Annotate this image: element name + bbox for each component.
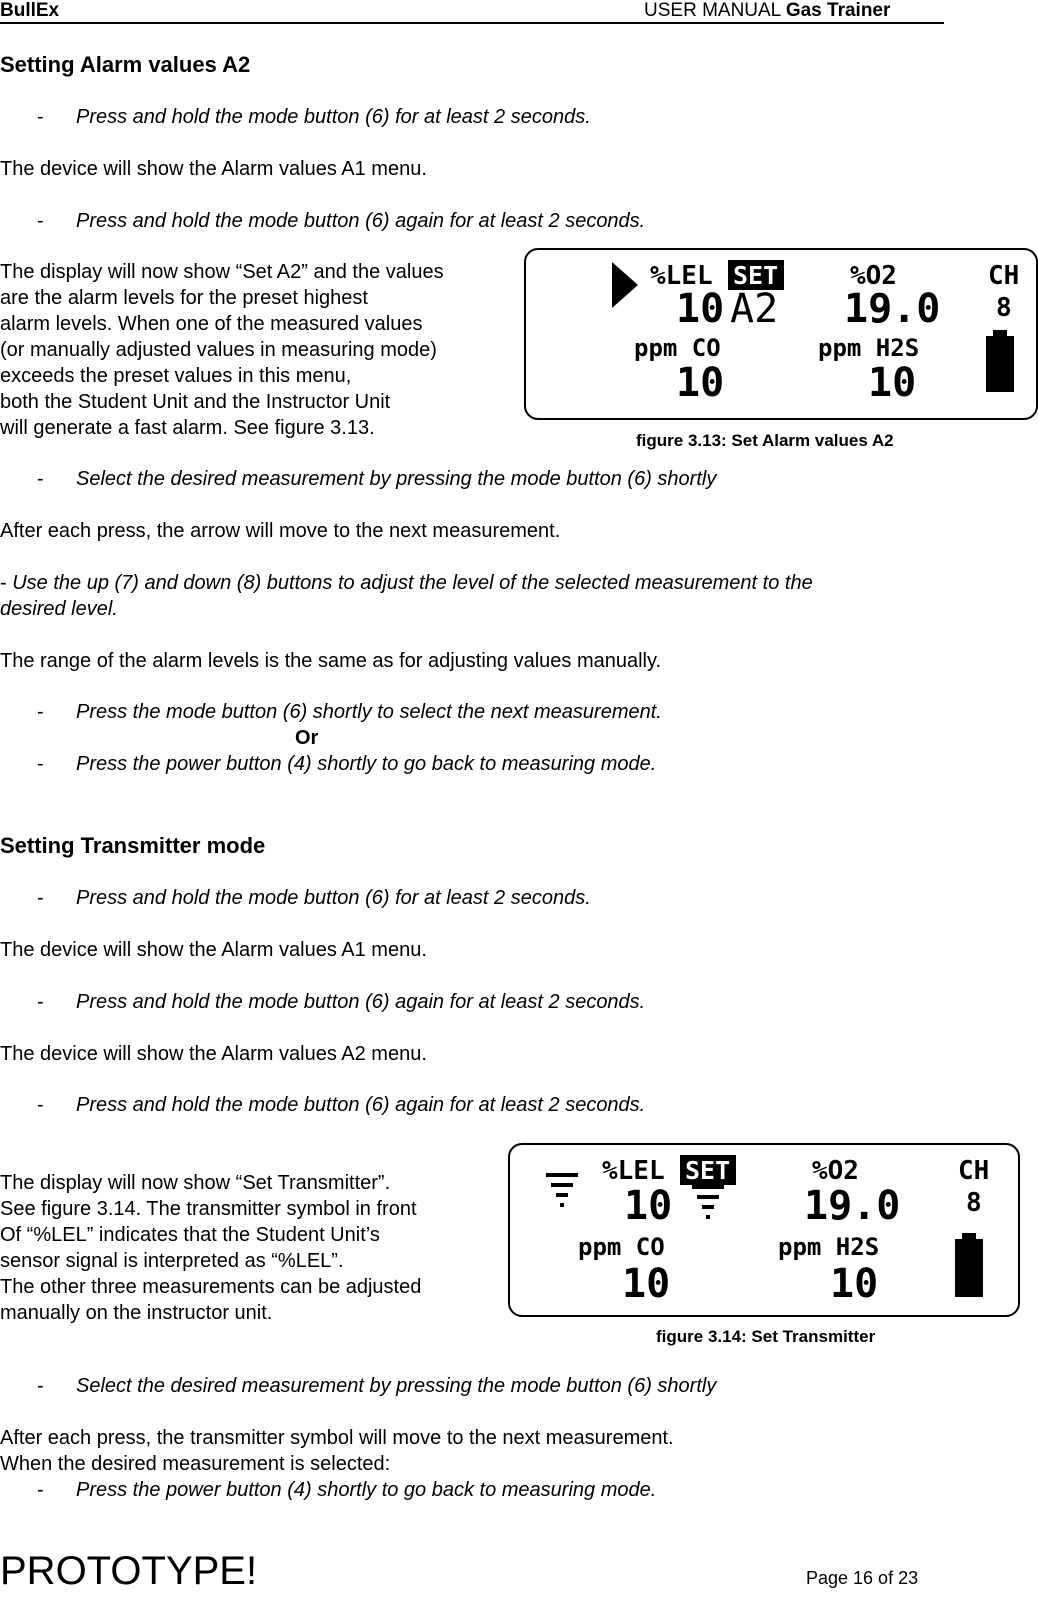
tx-desc-line: See figure 3.14. The transmitter symbol in front — [0, 1198, 417, 1220]
h2s-value: 10 — [868, 360, 917, 406]
bullet-dash: - — [37, 468, 44, 490]
a2-desc-line: alarm levels. When one of the measured values — [0, 313, 423, 335]
channel-value: 8 — [966, 1188, 982, 1218]
lcd-display-transmitter — [508, 1143, 1020, 1317]
bullet-dash: - — [37, 210, 44, 232]
lel-label: %LEL — [650, 261, 713, 291]
tx-bullet-1: Press and hold the mode button (6) for at least 2 seconds. — [76, 887, 591, 909]
bullet-dash: - — [37, 1375, 44, 1397]
o2-value: 19.0 — [804, 1183, 901, 1229]
page-number: Page 16 of 23 — [806, 1568, 919, 1588]
h2s-value: 10 — [830, 1261, 879, 1307]
header-title — [644, 0, 890, 22]
tx-bullet-4: Select the desired measurement by pressing the mode button (6) shortly — [76, 1375, 717, 1397]
lel-label: %LEL — [602, 1156, 665, 1186]
a2-desc-line: are the alarm levels for the preset highest — [0, 287, 368, 309]
tx-paragraph-3: After each press, the transmitter symbol will move to the next measurement. — [0, 1427, 674, 1449]
or-separator: Or — [295, 727, 319, 749]
selection-arrow-icon — [612, 262, 638, 308]
channel-label: CH — [958, 1156, 990, 1186]
tx-paragraph-4: When the desired measurement is selected: — [0, 1453, 391, 1475]
a2-desc-line: exceeds the preset values in this menu, — [0, 365, 352, 387]
section-a2-title: Setting Alarm values A2 — [0, 52, 251, 77]
co-value: 10 — [622, 1261, 671, 1307]
header-company: BullEx — [0, 0, 60, 21]
header-manual: USER MANUAL — [644, 0, 781, 21]
tx-bullet-2: Press and hold the mode button (6) again for at least 2 seconds. — [76, 991, 646, 1013]
h2s-label: ppm H2S — [818, 334, 920, 362]
bullet-dash: - — [37, 753, 44, 775]
channel-label: CH — [988, 261, 1020, 291]
mode-label: A2 — [730, 286, 779, 332]
a2-bullet-2: Press and hold the mode button (6) again for at least 2 seconds. — [76, 210, 646, 232]
tx-desc-line: The other three measurements can be adjusted — [0, 1276, 422, 1298]
tx-desc-line: sensor signal is interpreted as “%LEL”. — [0, 1250, 344, 1272]
a2-desc-line: The display will now show “Set A2” and the values — [0, 261, 444, 283]
a2-bullet-4-line-1: - Use the up (7) and down (8) buttons to adjust the level of the selected measurement to the — [0, 572, 813, 594]
a2-bullet-6: Press the power button (4) shortly to go back to measuring mode. — [76, 753, 657, 775]
set-badge: SET — [685, 1156, 731, 1185]
battery-icon — [986, 330, 1014, 392]
o2-value: 19.0 — [844, 286, 941, 332]
lel-value: 10 — [624, 1183, 673, 1229]
lcd-display-a2 — [524, 248, 1038, 420]
channel-value: 8 — [996, 293, 1012, 323]
a2-paragraph-3: The range of the alarm levels is the same as for adjusting values manually. — [0, 650, 662, 672]
a2-bullet-5: Press the mode button (6) shortly to select the next measurement. — [76, 701, 662, 723]
a2-paragraph-2: After each press, the arrow will move to the next measurement. — [0, 520, 561, 542]
a2-desc-line: both the Student Unit and the Instructor Unit — [0, 391, 391, 413]
tx-paragraph-1: The device will show the Alarm values A1 menu. — [0, 939, 427, 961]
a2-bullet-4-text: Use the up (7) and down (8) buttons to adjust the level of the selected measurement to the — [12, 572, 813, 594]
o2-label: %O2 — [850, 261, 897, 291]
transmitter-icon — [546, 1173, 578, 1207]
figure-caption-3-13: figure 3.13: Set Alarm values A2 — [636, 431, 894, 450]
tx-paragraph-2: The device will show the Alarm values A2 menu. — [0, 1043, 427, 1065]
bullet-dash: - — [37, 991, 44, 1013]
a2-bullet-3: Select the desired measurement by pressing the mode button (6) shortly — [76, 468, 717, 490]
transmitter-icon-selected — [692, 1185, 724, 1219]
tx-desc-line: The display will now show “Set Transmitter”. — [0, 1172, 391, 1194]
h2s-label: ppm H2S — [778, 1233, 880, 1261]
a2-desc-line: will generate a fast alarm. See figure 3.13. — [0, 417, 375, 439]
co-label: ppm CO — [578, 1233, 665, 1261]
tx-desc-line: Of “%LEL” indicates that the Student Unit’s — [0, 1224, 380, 1246]
battery-icon — [955, 1233, 983, 1297]
header-rule — [0, 22, 944, 24]
bullet-dash: - — [37, 106, 44, 128]
tx-desc-line: manually on the instructor unit. — [0, 1302, 273, 1324]
a2-bullet-4-line-2: desired level. — [0, 598, 118, 620]
o2-label: %O2 — [812, 1156, 859, 1186]
a2-desc-line: (or manually adjusted values in measuring mode) — [0, 339, 437, 361]
bullet-dash: - — [37, 701, 44, 723]
prototype-stamp: PROTOTYPE! — [0, 1549, 258, 1593]
figure-caption-3-14: figure 3.14: Set Transmitter — [656, 1327, 876, 1346]
tx-bullet-3: Press and hold the mode button (6) again for at least 2 seconds. — [76, 1094, 646, 1116]
tx-bullet-5: Press the power button (4) shortly to go back to measuring mode. — [76, 1479, 657, 1501]
a2-bullet-1: Press and hold the mode button (6) for at least 2 seconds. — [76, 106, 591, 128]
bullet-dash: - — [37, 887, 44, 909]
co-label: ppm CO — [634, 334, 721, 362]
co-value: 10 — [676, 360, 725, 406]
bullet-dash: - — [37, 1479, 44, 1501]
header-product: Gas Trainer — [785, 0, 891, 21]
section-tx-title: Setting Transmitter mode — [0, 833, 266, 858]
lel-value: 10 — [676, 286, 725, 332]
a2-paragraph-1: The device will show the Alarm values A1 menu. — [0, 158, 427, 180]
bullet-dash: - — [37, 1094, 44, 1116]
lcd-display-tx-graphic — [510, 1145, 1018, 1315]
set-badge: SET — [733, 261, 779, 290]
lcd-display-a2-graphic — [526, 250, 1036, 418]
